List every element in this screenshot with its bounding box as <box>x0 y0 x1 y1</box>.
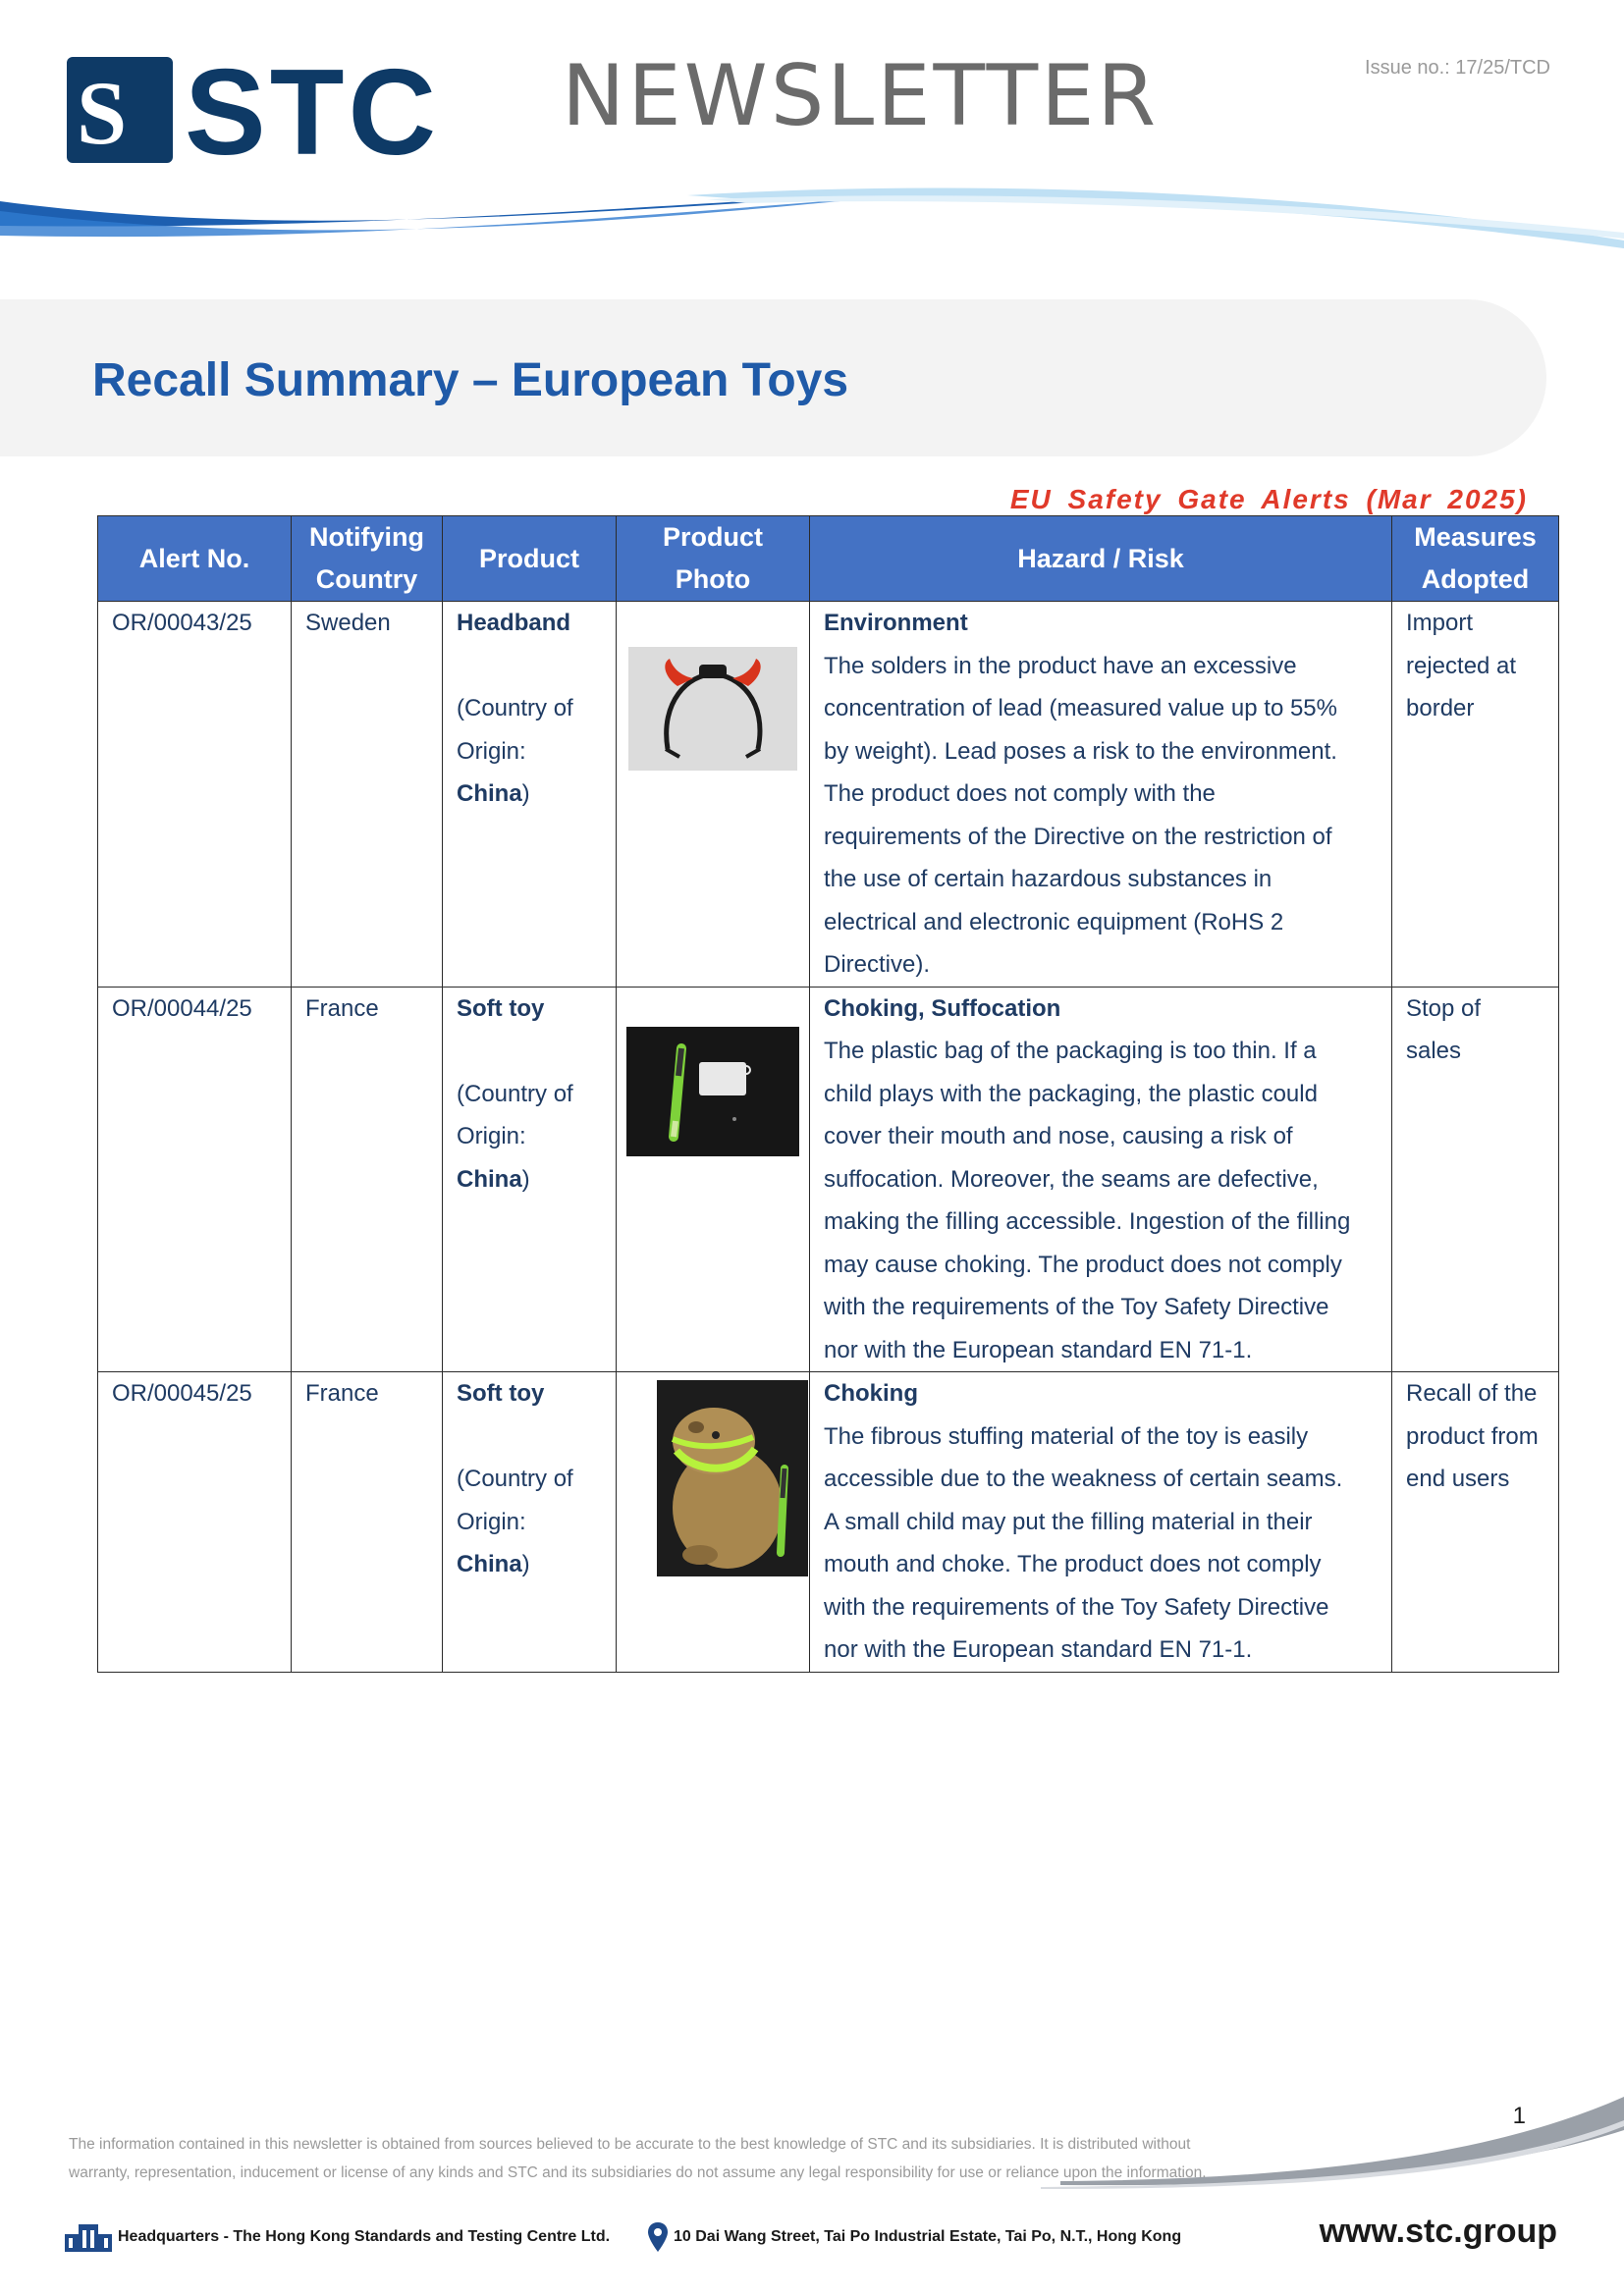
measures-line: border <box>1406 695 1475 721</box>
country-cell: France <box>292 987 443 1372</box>
disclaimer-line: The information contained in this newsletter is obtained from sources believed to be accurate to the best knowledge of STC and its subsidiaries. It is distributed without <box>69 2136 1191 2153</box>
alert-no-cell: OR/00044/25 <box>98 987 292 1372</box>
hazard-line: A small child may put the filling material in their <box>824 1508 1313 1535</box>
issue-number: Issue no.: 17/25/TCD <box>1365 57 1550 79</box>
product-name: Soft toy <box>457 1380 545 1407</box>
table-row <box>98 1372 1559 1673</box>
hazard-type: Choking, Suffocation <box>824 994 1061 1022</box>
header-text: Adopted <box>1421 564 1530 594</box>
hazard-line: mouth and choke. The product does not comply <box>824 1551 1322 1577</box>
product-name: Headband <box>457 610 571 636</box>
hazard-line: The product does not comply with the <box>824 780 1216 807</box>
measures-cell <box>1392 1372 1559 1673</box>
origin-country: China <box>457 780 522 807</box>
hazard-line: The fibrous stuffing material of the toy is easily <box>824 1422 1309 1450</box>
origin-prefix: (Country of <box>457 1080 573 1107</box>
hazard-line: nor with the European standard EN 71-1. <box>824 1336 1253 1363</box>
page-title: Recall Summary – European Toys <box>92 354 849 406</box>
header-notifying-country <box>292 516 443 602</box>
header-measures-adopted <box>1392 516 1559 602</box>
measures-line: product from <box>1406 1422 1539 1450</box>
origin-country: China <box>457 1551 522 1577</box>
origin-country: China <box>457 1165 522 1193</box>
header-text: Measures <box>1414 522 1537 552</box>
origin-suffix: ) <box>521 1551 530 1577</box>
hazard-line: with the requirements of the Toy Safety Directive <box>824 1294 1329 1320</box>
stc-logo-mark-text: S <box>77 63 120 163</box>
alert-no-cell: OR/00045/25 <box>98 1372 292 1673</box>
table-row <box>98 987 1559 1372</box>
stc-logo <box>67 45 460 181</box>
product-cell <box>443 602 617 988</box>
hazard-line: suffocation. Moreover, the seams are defective, <box>824 1165 1319 1193</box>
alert-no-cell: OR/00043/25 <box>98 602 292 988</box>
hazard-line: nor with the European standard EN 71-1. <box>824 1636 1253 1663</box>
hazard-line: child plays with the packaging, the plastic could <box>824 1080 1318 1107</box>
hazard-line: electrical and electronic equipment (RoHS 2 <box>824 908 1284 935</box>
origin-label: Origin: <box>457 737 526 765</box>
recall-table <box>97 515 1559 1673</box>
hazard-line: Directive). <box>824 951 931 978</box>
hazard-type: Environment <box>824 610 968 636</box>
footer-bar <box>65 2213 1557 2260</box>
header-text: Notifying <box>309 522 424 552</box>
origin-label: Origin: <box>457 1508 526 1535</box>
header-alert-no: Alert No. <box>98 516 292 602</box>
table-header-row <box>98 516 1559 602</box>
building-icon <box>65 2224 112 2252</box>
hazard-line: the use of certain hazardous substances in <box>824 866 1272 892</box>
origin-suffix: ) <box>521 1165 530 1193</box>
header-product: Product <box>443 516 617 602</box>
disclaimer-line: warranty, representation, inducement or license of any kinds and STC and its subsidiaries do not assume any legal responsibility for use or reliance upon the information. <box>69 2164 1207 2181</box>
measures-line: Import <box>1406 610 1474 636</box>
hazard-line: may cause choking. The product does not comply <box>824 1251 1342 1278</box>
hazard-line: with the requirements of the Toy Safety Directive <box>824 1593 1329 1621</box>
origin-prefix: (Country of <box>457 695 573 721</box>
measures-line: end users <box>1406 1466 1510 1492</box>
newsletter-label: NEWSLETTER <box>562 47 1160 145</box>
header-swoosh <box>0 182 1624 260</box>
product-cell <box>443 1372 617 1673</box>
header-text: Product <box>662 522 763 552</box>
hazard-line: making the filling accessible. Ingestion of the filling <box>824 1208 1351 1235</box>
headquarters-text: Headquarters - The Hong Kong Standards and Testing Centre Ltd. <box>118 2228 611 2245</box>
measures-line: rejected at <box>1406 652 1517 679</box>
website-link[interactable]: www.stc.group <box>1319 2213 1557 2250</box>
header-text: Photo <box>675 564 751 594</box>
stc-logo-text: STC <box>185 45 440 181</box>
measures-cell <box>1392 987 1559 1372</box>
origin-suffix: ) <box>521 780 530 807</box>
devil-horns-headband-photo <box>628 647 797 771</box>
photo-cell <box>617 1372 810 1673</box>
address-text: 10 Dai Wang Street, Tai Po Industrial Estate, Tai Po, N.T., Hong Kong <box>674 2228 1182 2245</box>
measures-line: Recall of the <box>1406 1380 1538 1407</box>
hazard-line: by weight). Lead poses a risk to the environment. <box>824 737 1337 765</box>
hazard-type: Choking <box>824 1380 918 1407</box>
hazard-cell <box>810 602 1392 988</box>
hazard-line: cover their mouth and nose, causing a risk of <box>824 1123 1293 1149</box>
hazard-line: accessible due to the weakness of certain seams. <box>824 1466 1343 1492</box>
hazard-line: concentration of lead (measured value up to 55% <box>824 695 1337 721</box>
location-pin-icon <box>648 2222 668 2252</box>
capybara-soft-toy-photo <box>657 1380 808 1576</box>
product-cell <box>443 987 617 1372</box>
origin-label: Origin: <box>457 1123 526 1149</box>
stc-logo-mark <box>67 57 173 163</box>
measures-cell <box>1392 602 1559 988</box>
header-hazard-risk: Hazard / Risk <box>810 516 1392 602</box>
header-product-photo <box>617 516 810 602</box>
hazard-cell <box>810 1372 1392 1673</box>
page-number: 1 <box>1512 2103 1526 2129</box>
hazard-line: The solders in the product have an excessive <box>824 652 1297 679</box>
soft-toy-pen-photo <box>626 1027 799 1156</box>
country-cell: France <box>292 1372 443 1673</box>
hazard-line: requirements of the Directive on the restriction of <box>824 823 1332 850</box>
origin-prefix: (Country of <box>457 1466 573 1492</box>
country-cell: Sweden <box>292 602 443 988</box>
measures-line: sales <box>1406 1038 1462 1064</box>
measures-line: Stop of <box>1406 994 1482 1022</box>
photo-cell <box>617 987 810 1372</box>
hazard-line: The plastic bag of the packaging is too thin. If a <box>824 1038 1317 1064</box>
hazard-cell <box>810 987 1392 1372</box>
header-text: Country <box>315 564 418 594</box>
photo-cell <box>617 602 810 988</box>
product-name: Soft toy <box>457 994 545 1022</box>
disclaimer <box>69 2130 1316 2187</box>
table-row <box>98 602 1559 988</box>
alerts-caption: EU Safety Gate Alerts (Mar 2025) <box>1009 484 1528 514</box>
